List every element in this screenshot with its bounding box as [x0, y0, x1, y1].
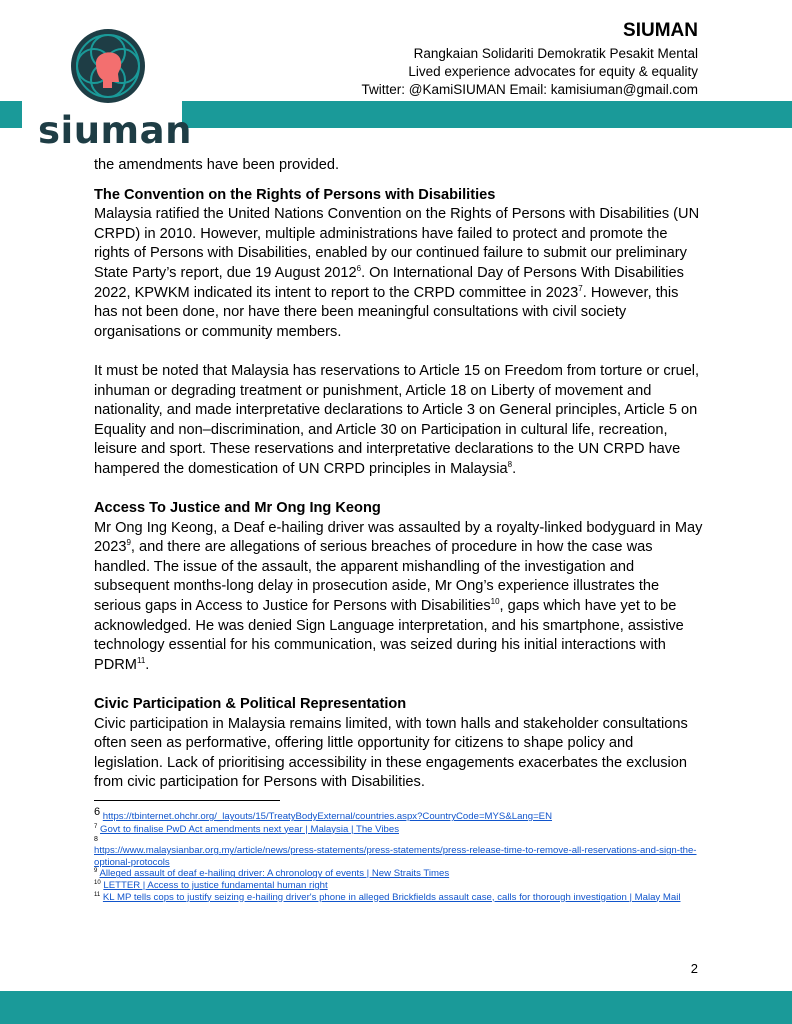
footer-teal-band [0, 991, 792, 1024]
text-run: . On International Day of Persons With Disabilities 2022, KPWKM indicated its intent to report to the CRPD committee in 2023 [94, 264, 684, 301]
text-run: . [512, 460, 517, 477]
org-full-name: Rangkaian Solidariti Demokratik Pesakit Mental [413, 46, 698, 61]
footnote-number: 10 [94, 879, 101, 886]
intro-line: the amendments have been provided. [94, 157, 340, 173]
text-run: Mr Ong Ing Keong, a Deaf e-hailing driver was assaulted by a royalty-linked bodyguard in May 2023 [94, 519, 703, 556]
section-heading-access-justice: Access To Justice and Mr Ong Ing Keong [94, 500, 381, 517]
footnote-link[interactable]: KL MP tells cops to justify seizing e-hailing driver's phone in alleged Brickfields assault case, calls for thorough investigation | Malay Mail [102, 891, 681, 903]
paragraph-gap [94, 342, 704, 362]
footnote-number: 9 [94, 868, 98, 875]
paragraph-crpd-1 [94, 205, 704, 342]
footnote-ref-8[interactable]: 8 [507, 460, 513, 470]
footnote-ref-9[interactable]: 9 [126, 538, 131, 548]
text-run: It must be noted that Malaysia has reservations to Article 15 on Freedom from torture or cruel, inhuman or degrading treatment or punishment, Article 18 on Liberty of movement and nationality, and made interpretative declarations to Article 3 on General principles, Article 5 on Equality and non–discrimination, and Article 30 on Participation in cultural life, recreation, leisure and sport. These reservations and interpretative declarations to the UN CRPD have hampered the domestication of UN CRPD principles in Malaysia [94, 362, 700, 477]
footnote-11 [94, 892, 700, 904]
footnote-number: 11 [94, 891, 101, 898]
paragraph-civic: Civic participation in Malaysia remains limited, with town halls and stakeholder consultations often seen as performative, offering little opportunity for citizens to shape policy and legislation. Lack of prioritising accessibility in these engagements exacerbates the exclusion from civic participation for Persons with Disabilities. [94, 715, 688, 791]
footnotes [94, 805, 700, 903]
footnote-link[interactable]: https://tbinternet.ohchr.org/_layouts/15/TreatyBodyExternal/countries.aspx?CountryCode=MYS&Lang=EN [102, 811, 553, 822]
paragraph-gap [94, 480, 704, 490]
footnote-number-text: 8 [94, 836, 98, 844]
logo-wordmark: siuman [38, 109, 192, 152]
footnote-link[interactable]: Govt to finalise PwD Act amendments next year | Malaysia | The Vibes [100, 823, 399, 835]
footnote-7 [94, 824, 700, 836]
footnote-link[interactable]: Alleged assault of deaf e-hailing driver: A chronology of events | New Straits Times [99, 868, 450, 880]
footnote-8 [94, 835, 700, 868]
org-header [362, 20, 698, 99]
footnote-number: 6 [94, 805, 101, 818]
text-run: . However, this has not been done, nor have there been meaningful consultations with civil society organisations or community members. [94, 284, 679, 340]
footnote-link[interactable]: LETTER | Access to justice fundamental human right [103, 879, 328, 891]
paragraph-crpd-2 [94, 362, 704, 480]
paragraph-access-justice [94, 519, 704, 676]
footnote-10 [94, 880, 700, 892]
org-tagline: Lived experience advocates for equity & equality [408, 64, 698, 79]
section-heading-civic: Civic Participation & Political Representation [94, 696, 407, 713]
text-run: . [145, 656, 150, 673]
text-run: , and there are allegations of serious breaches of procedure in how the case was handled. The issue of the assault, the apparent mishandling of the investigation and subsequent months-long delay in prosecution aside, Mr Ong’s experience illustrates the serious gaps in Access to Justice for Persons with Disabilities [94, 539, 660, 615]
org-contact: Twitter: @KamiSIUMAN Email: kamisiuman@gmail.com [361, 82, 698, 97]
text-run: Malaysia ratified the United Nations Convention on the Rights of Persons with Disabilities (UN CRPD) in 2010. However, multiple administrations have failed to protect and promote the rights of Persons with Disabilities, enabled by our continued failure to submit our preliminary State Party’s report, due 19 August 2012 [94, 206, 700, 281]
footnote-separator [94, 800, 280, 801]
paragraph-gap [94, 675, 704, 685]
footnote-link[interactable]: https://www.malaysianbar.org.my/article/news/press-statements/press-statements/press-release-time-to-remove-all-reservations-and-sign-the-optional-protocols [94, 845, 697, 868]
text-run: , gaps which have yet to be acknowledged. He was denied Sign Language interpretation, and his smartphone, assistive technology essential for his communication, was seized during his initial interactions with PDRM [94, 598, 684, 673]
footnote-ref-10[interactable]: 10 [490, 597, 500, 607]
footnote-ref-7[interactable]: 7 [578, 283, 583, 293]
page-number: 2 [690, 961, 698, 976]
footnote-9 [94, 868, 700, 880]
section-heading-crpd: The Convention on the Rights of Persons with Disabilities [94, 186, 496, 203]
footnote-number: 7 [94, 823, 98, 830]
footnote-number [94, 835, 700, 845]
siuman-emblem-icon [70, 28, 146, 104]
footnote-6 [94, 805, 700, 823]
footnote-ref-6[interactable]: 6 [356, 264, 362, 274]
document-body [94, 156, 704, 793]
footnote-ref-11[interactable]: 11 [136, 655, 146, 665]
org-name: SIUMAN [623, 20, 698, 41]
